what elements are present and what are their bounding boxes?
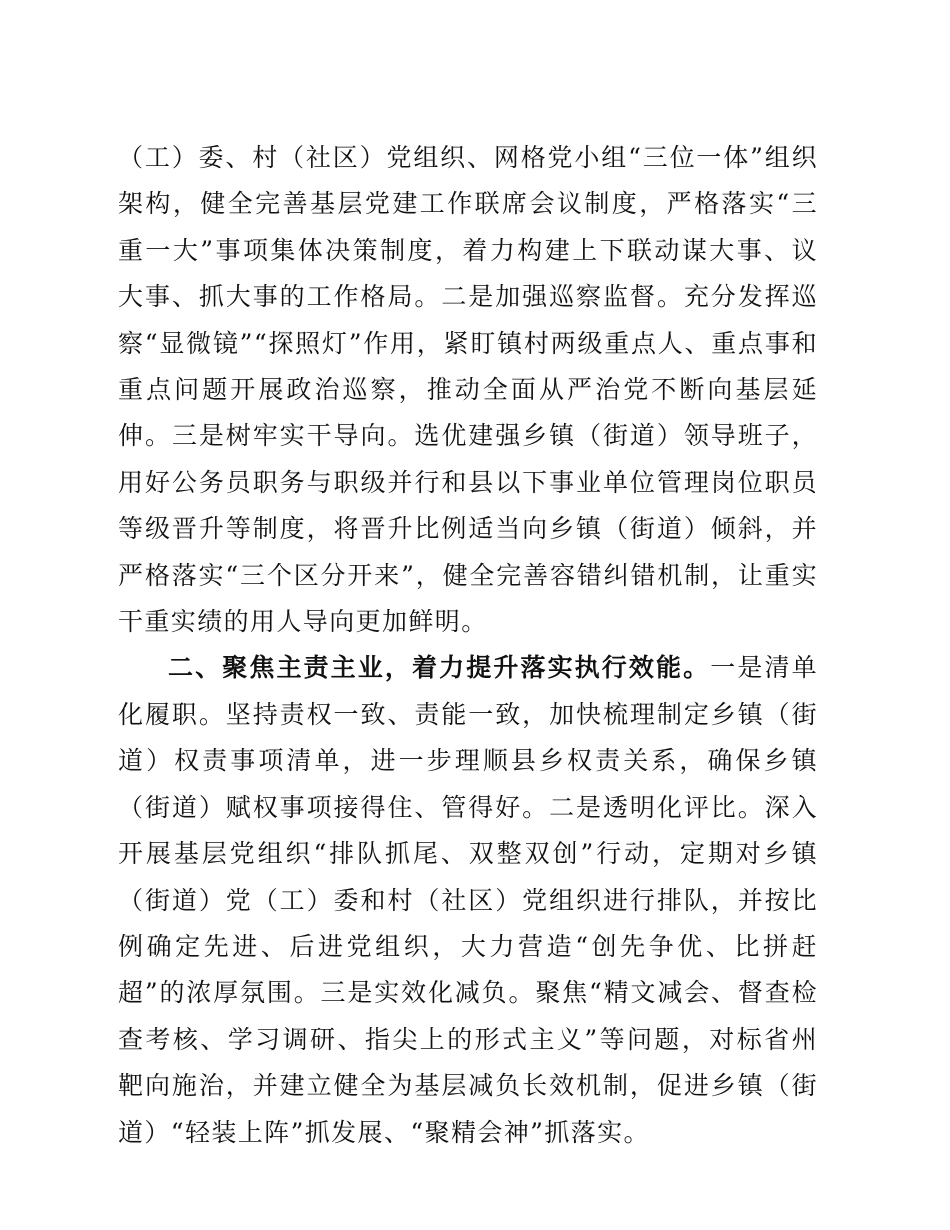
section-heading: 二、聚焦主责主业，着力提升落实执行效能。	[168, 653, 711, 683]
body-paragraph-1: （工）委、村（社区）党组织、网格党小组“三位一体”组织架构，健全完善基层党建工作联席会议制度，严格落实“三重一大”事项集体决策制度，着力构建上下联动谋大事、议大事、抓大事的工作格局。二是加强巡察监督。充分发挥巡察“显微镜”“探照灯”作用，紧盯镇村两级重点人、重点事和重点问题开展政治巡察，推动全面从严治党不断向基层延伸。三是树牢实干导向。选优建强乡镇（街道）领导班子，用好公务员职务与职级并行和县以下事业单位管理岗位职员等级晋升等制度，将晋升比例适当向乡镇（街道）倾斜，并严格落实“三个区分开来”，健全完善容错纠错机制，让重实干重实绩的用人导向更加鲜明。	[118, 143, 818, 637]
section-body-text: 一是清单化履职。坚持责权一致、责能一致，加快梳理制定乡镇（街道）权责事项清单，进一步理顺县乡权责关系，确保乡镇（街道）赋权事项接得住、管得好。二是透明化评比。深入开展基层党组织“排队抓尾、双整双创”行动，定期对乡镇（街道）党（工）委和村（社区）党组织进行排队，并按比例确定先进、后进党组织，大力营造“创先争优、比拼赶超”的浓厚氛围。三是实效化减负。聚焦“精文减会、督查检查考核、学习调研、指尖上的形式主义”等问题，对标省州靶向施治，并建立健全为基层减负长效机制，促进乡镇（街道）“轻装上阵”抓发展、“聚精会神”抓落实。	[118, 653, 818, 1147]
document-body	[118, 135, 818, 1156]
body-paragraph-2	[118, 645, 818, 1155]
